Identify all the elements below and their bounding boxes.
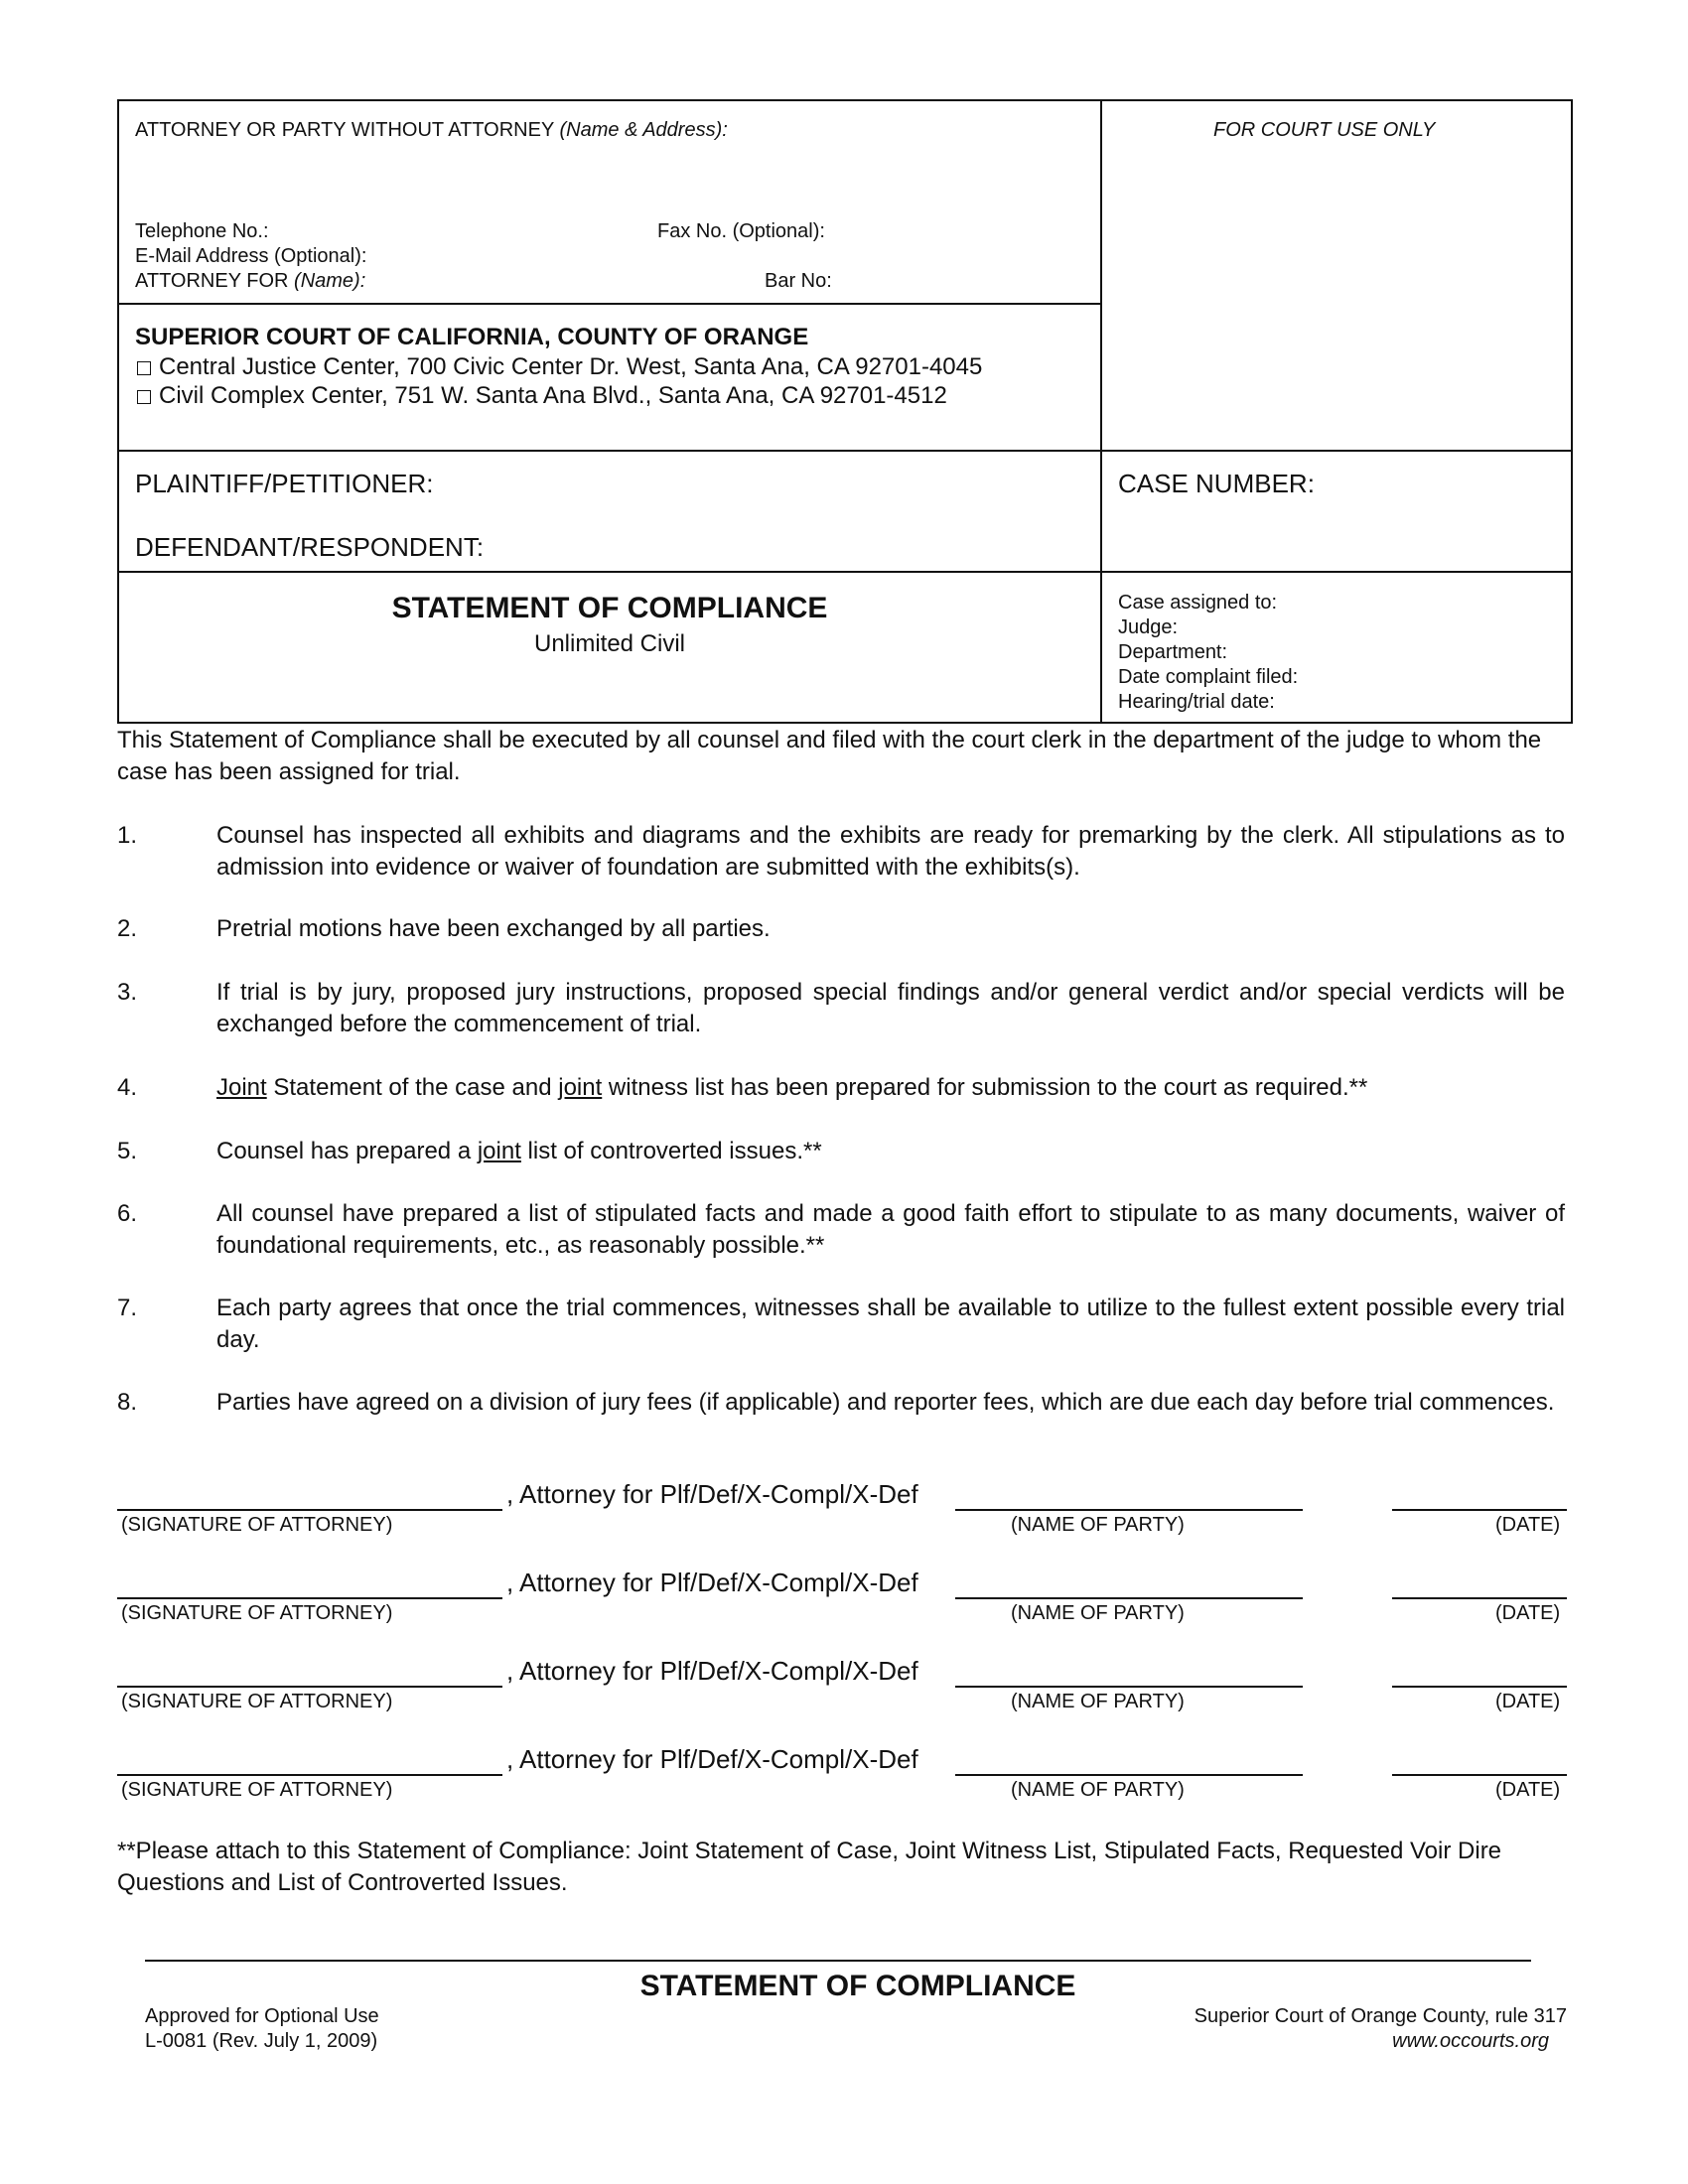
footer-title: STATEMENT OF COMPLIANCE bbox=[639, 1970, 1076, 2002]
date-line[interactable] bbox=[1392, 1597, 1567, 1599]
footer-form-id: L-0081 (Rev. July 1, 2009) bbox=[145, 2030, 378, 2052]
location-civil-complex[interactable] bbox=[137, 382, 947, 410]
checkbox-icon[interactable] bbox=[137, 390, 151, 404]
date-filed-label: Date complaint filed: bbox=[1118, 666, 1299, 688]
form-subtitle: Unlimited Civil bbox=[533, 630, 686, 657]
signature-label: (SIGNATURE OF ATTORNEY) bbox=[121, 1602, 393, 1624]
item-text-part: Counsel has prepared a bbox=[216, 1138, 478, 1164]
email-label: E-Mail Address (Optional): bbox=[135, 245, 367, 267]
item-text: Each party agrees that once the trial commences, witnesses shall be available to utilize to the fullest extent possible every trial day. bbox=[216, 1295, 1565, 1353]
location-central-text: Central Justice Center, 700 Civic Center Dr. West, Santa Ana, CA 92701-4045 bbox=[159, 353, 983, 380]
case-number-label: CASE NUMBER: bbox=[1118, 469, 1315, 498]
item-text: If trial is by jury, proposed jury instructions, proposed special findings and/or general verdict and/or special verdicts will be exchanged before the commencement of trial. bbox=[216, 979, 1565, 1037]
date-label: (DATE) bbox=[1495, 1514, 1561, 1536]
item-number: 6. bbox=[117, 1200, 138, 1227]
party-label: (NAME OF PARTY) bbox=[1011, 1691, 1185, 1712]
signature-line[interactable] bbox=[117, 1597, 502, 1599]
signature-label: (SIGNATURE OF ATTORNEY) bbox=[121, 1514, 393, 1536]
attorney-label-note: (Name & Address): bbox=[559, 119, 728, 141]
party-name-line[interactable] bbox=[955, 1774, 1303, 1776]
joint-underlined: Joint bbox=[216, 1074, 267, 1101]
attorney-for-text: , Attorney for Plf/Def/X-Compl/X-Def bbox=[506, 1656, 918, 1686]
attorney-for-text: ATTORNEY FOR bbox=[135, 270, 289, 292]
signature-label: (SIGNATURE OF ATTORNEY) bbox=[121, 1779, 393, 1801]
item-number: 2. bbox=[117, 915, 138, 942]
date-label: (DATE) bbox=[1495, 1602, 1561, 1624]
footer-divider bbox=[145, 1960, 1531, 1962]
signature-line[interactable] bbox=[117, 1509, 502, 1511]
date-line[interactable] bbox=[1392, 1686, 1567, 1688]
telephone-label: Telephone No.: bbox=[135, 220, 269, 242]
item-number: 7. bbox=[117, 1295, 138, 1321]
court-name: SUPERIOR COURT OF CALIFORNIA, COUNTY OF ORANGE bbox=[135, 324, 809, 350]
judge-label: Judge: bbox=[1118, 616, 1179, 638]
item-number: 8. bbox=[117, 1389, 138, 1416]
footer-approved: Approved for Optional Use bbox=[145, 2005, 379, 2027]
signature-line[interactable] bbox=[117, 1686, 502, 1688]
joint-underlined: joint bbox=[477, 1138, 521, 1164]
date-line[interactable] bbox=[1392, 1509, 1567, 1511]
attorney-label-text: ATTORNEY OR PARTY WITHOUT ATTORNEY bbox=[135, 119, 554, 141]
item-number: 4. bbox=[117, 1074, 138, 1101]
date-label: (DATE) bbox=[1495, 1691, 1561, 1712]
date-label: (DATE) bbox=[1495, 1779, 1561, 1801]
party-label: (NAME OF PARTY) bbox=[1011, 1514, 1185, 1536]
item-number: 3. bbox=[117, 979, 138, 1006]
court-use-label: FOR COURT USE ONLY bbox=[1213, 119, 1436, 141]
date-line[interactable] bbox=[1392, 1774, 1567, 1776]
checkbox-icon[interactable] bbox=[137, 361, 151, 375]
bar-no-label: Bar No: bbox=[765, 270, 832, 292]
item-text bbox=[216, 1136, 1565, 1167]
plaintiff-label: PLAINTIFF/PETITIONER: bbox=[135, 469, 434, 498]
joint-underlined: joint bbox=[558, 1074, 603, 1101]
location-central[interactable] bbox=[137, 353, 982, 381]
attorney-for-note: (Name): bbox=[294, 270, 366, 292]
location-civil-complex-text: Civil Complex Center, 751 W. Santa Ana Blvd., Santa Ana, CA 92701-4512 bbox=[159, 382, 947, 409]
case-assigned-label: Case assigned to: bbox=[1118, 592, 1278, 614]
item-text: Parties have agreed on a division of jury fees (if applicable) and reporter fees, which are due each day before trial commences. bbox=[216, 1389, 1555, 1416]
fax-label: Fax No. (Optional): bbox=[657, 220, 825, 242]
item-text bbox=[216, 1072, 1565, 1104]
form-title: STATEMENT OF COMPLIANCE bbox=[391, 592, 828, 624]
footer-website[interactable]: www.occourts.org bbox=[1392, 2030, 1549, 2052]
hearing-date-label: Hearing/trial date: bbox=[1118, 691, 1275, 713]
party-name-line[interactable] bbox=[955, 1686, 1303, 1688]
attach-note: **Please attach to this Statement of Compliance: Joint Statement of Case, Joint Witness List, Stipulated Facts, Requested Voir Dire Questions and List of Controverted Issues. bbox=[117, 1838, 1502, 1896]
signature-line[interactable] bbox=[117, 1774, 502, 1776]
defendant-label: DEFENDANT/RESPONDENT: bbox=[135, 532, 485, 562]
attorney-for-text: , Attorney for Plf/Def/X-Compl/X-Def bbox=[506, 1479, 918, 1509]
footer-rule: Superior Court of Orange County, rule 317 bbox=[1194, 2005, 1567, 2027]
attorney-label bbox=[135, 119, 728, 142]
attorney-for-text: , Attorney for Plf/Def/X-Compl/X-Def bbox=[506, 1568, 918, 1597]
item-text-part: witness list has been prepared for submission to the court as required.** bbox=[602, 1074, 1368, 1101]
party-name-line[interactable] bbox=[955, 1597, 1303, 1599]
party-label: (NAME OF PARTY) bbox=[1011, 1602, 1185, 1624]
item-text: Pretrial motions have been exchanged by all parties. bbox=[216, 915, 771, 942]
item-text-part: Statement of the case and bbox=[266, 1074, 559, 1101]
signature-label: (SIGNATURE OF ATTORNEY) bbox=[121, 1691, 393, 1712]
item-text: Counsel has inspected all exhibits and diagrams and the exhibits are ready for premarking by the clerk. All stipulations as to admission into evidence or waiver of foundation are submitted with the exhibits(s). bbox=[216, 822, 1565, 881]
item-number: 5. bbox=[117, 1138, 138, 1164]
attorney-for-label bbox=[135, 270, 365, 293]
party-label: (NAME OF PARTY) bbox=[1011, 1779, 1185, 1801]
attorney-for-text: , Attorney for Plf/Def/X-Compl/X-Def bbox=[506, 1744, 918, 1774]
item-text: All counsel have prepared a list of stipulated facts and made a good faith effort to stipulate to as many documents, waiver of foundational requirements, etc., as reasonably possible.** bbox=[216, 1200, 1565, 1259]
intro-paragraph: This Statement of Compliance shall be executed by all counsel and filed with the court clerk in the department of the judge to whom the case has been assigned for trial. bbox=[117, 727, 1542, 785]
department-label: Department: bbox=[1118, 641, 1228, 663]
item-text-part: list of controverted issues.** bbox=[520, 1138, 822, 1164]
party-name-line[interactable] bbox=[955, 1509, 1303, 1511]
item-number: 1. bbox=[117, 822, 138, 849]
